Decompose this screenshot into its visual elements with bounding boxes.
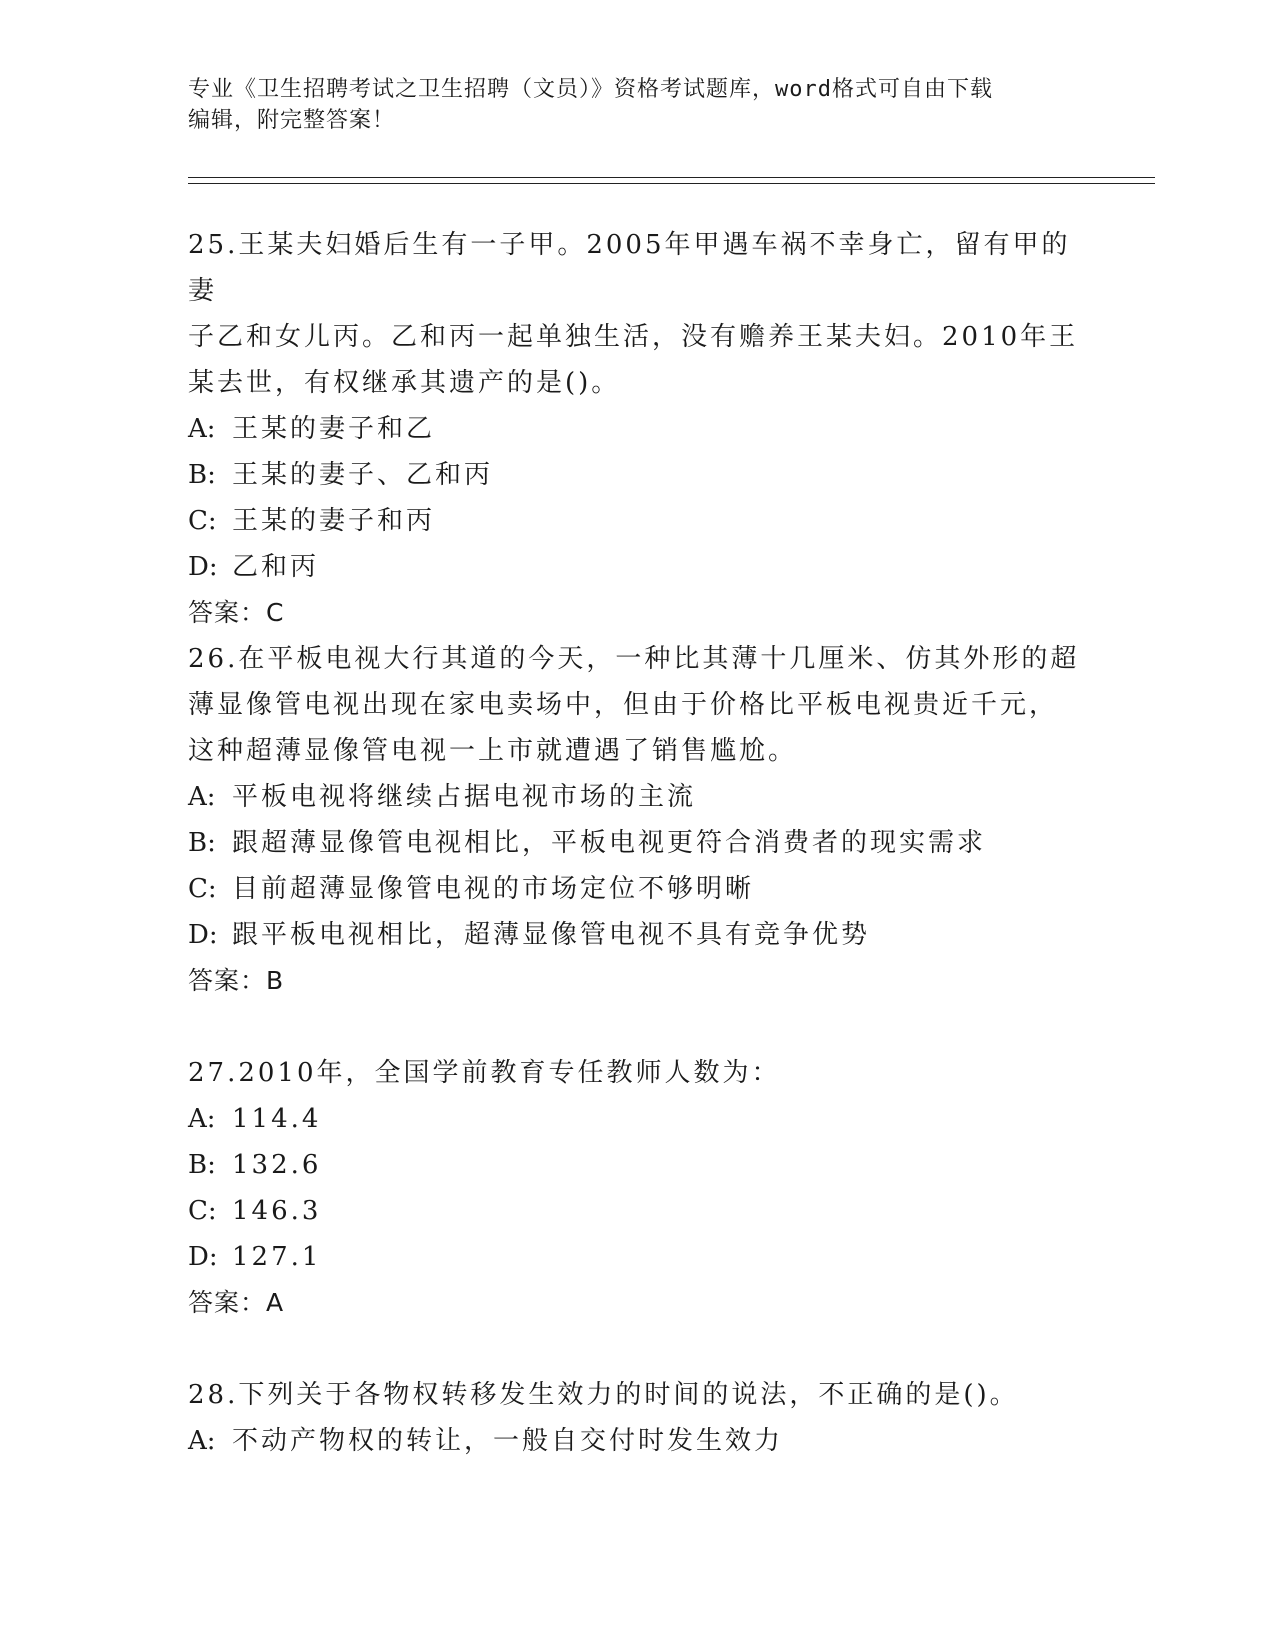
option-text: 132.6 — [232, 1150, 322, 1180]
option-letter: A: — [188, 1104, 216, 1134]
option-text: 平板电视将继续占据电视市场的主流 — [232, 782, 697, 812]
option-text: 不动产物权的转让，一般自交付时发生效力 — [232, 1426, 784, 1456]
option-text: 目前超薄显像管电视的市场定位不够明晰 — [232, 874, 755, 904]
option-b — [188, 1142, 1088, 1188]
option-text: 乙和丙 — [232, 552, 320, 582]
option-letter: A: — [188, 782, 216, 812]
option-letter: D: — [188, 552, 218, 582]
option-text: 114.4 — [232, 1104, 322, 1134]
header-rule-bottom — [188, 183, 1155, 184]
option-d — [188, 912, 1088, 958]
question-stem-line: 子乙和女儿丙。乙和丙一起单独生活，没有赡养王某夫妇。2010年王 — [188, 322, 1079, 352]
option-a — [188, 1096, 1088, 1142]
option-c — [188, 1188, 1088, 1234]
question-28 — [188, 1372, 1088, 1464]
question-stem-line: 这种超薄显像管电视一上市就遭遇了销售尴尬。 — [188, 736, 798, 766]
option-d — [188, 1234, 1088, 1280]
question-stem-line: 27.2010年，全国学前教育专任教师人数为： — [188, 1058, 781, 1088]
answer-line: 答案：A — [188, 1288, 285, 1317]
question-stem-line: 25.王某夫妇婚后生有一子甲。2005年甲遇车祸不幸身亡，留有甲的妻 — [188, 230, 1071, 306]
question-stem-line: 某去世，有权继承其遗产的是()。 — [188, 368, 621, 398]
header-text-1b: 格式可自由下载 — [832, 77, 994, 102]
header-line-2: 编辑，附完整答案！ — [188, 108, 396, 133]
question-27 — [188, 1050, 1088, 1326]
option-letter: D: — [188, 920, 218, 950]
option-d — [188, 544, 1088, 590]
option-text: 王某的妻子和乙 — [232, 414, 436, 444]
option-text: 跟平板电视相比，超薄显像管电视不具有竞争优势 — [232, 920, 871, 950]
option-text: 王某的妻子和丙 — [232, 506, 436, 536]
question-26 — [188, 636, 1088, 1004]
option-letter: B: — [188, 460, 216, 490]
answer-line: 答案：B — [188, 966, 285, 995]
header-rule-top — [188, 177, 1155, 178]
option-letter: A: — [188, 414, 216, 444]
question-stem-line: 26.在平板电视大行其道的今天，一种比其薄十几厘米、仿其外形的超 — [188, 644, 1080, 674]
option-letter: B: — [188, 1150, 216, 1180]
header-line-1 — [188, 74, 1088, 105]
option-letter: D: — [188, 1242, 218, 1272]
option-b — [188, 452, 1088, 498]
question-stem-line: 28.下列关于各物权转移发生效力的时间的说法，不正确的是()。 — [188, 1380, 1019, 1410]
option-letter: C: — [188, 1196, 217, 1226]
question-25 — [188, 222, 1088, 636]
option-b — [188, 820, 1088, 866]
option-a — [188, 1418, 1088, 1464]
question-stem-line: 薄显像管电视出现在家电卖场中，但由于价格比平板电视贵近千元， — [188, 690, 1059, 720]
header-text-1a: 专业《卫生招聘考试之卫生招聘（文员）》资格考试题库， — [188, 77, 776, 102]
option-c — [188, 498, 1088, 544]
option-a — [188, 406, 1088, 452]
option-text: 127.1 — [232, 1242, 322, 1272]
option-letter: C: — [188, 874, 217, 904]
option-text: 跟超薄显像管电视相比，平板电视更符合消费者的现实需求 — [232, 828, 987, 858]
document-header — [188, 74, 1088, 136]
option-text: 王某的妻子、乙和丙 — [232, 460, 494, 490]
option-a — [188, 774, 1088, 820]
option-letter: B: — [188, 828, 216, 858]
header-word-format: word — [775, 77, 832, 102]
option-letter: A: — [188, 1426, 216, 1456]
option-c — [188, 866, 1088, 912]
option-letter: C: — [188, 506, 217, 536]
answer-line: 答案：C — [188, 598, 285, 627]
option-text: 146.3 — [232, 1196, 322, 1226]
